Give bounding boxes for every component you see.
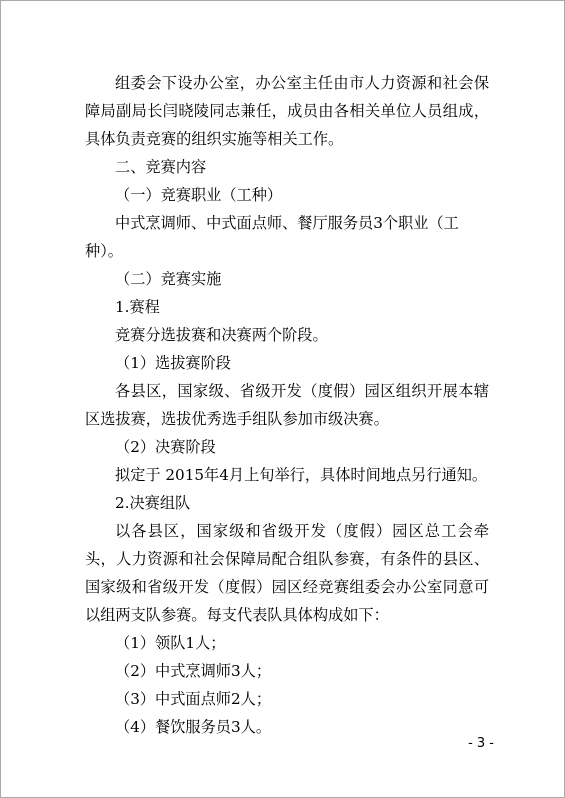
paragraph: 以各县区，国家级和省级开发（度假）园区总工会牵头，人力资源和社会保障局配合组队参赛，有条件的县区、国家级和省级开发（度假）园区经竞赛组委会办公室同意可以组两支队参赛。每支代表队具体构成如下： [85,522,489,624]
list-item: （1）领队1人； [115,634,226,652]
item-heading: （1）选拔赛阶段 [115,354,231,372]
subsection-heading: （二）竞赛实施 [115,270,222,288]
list-item: （4）餐饮服务员3人。 [115,718,272,736]
paragraph: 拟定于 2015年4月上旬举行，具体时间地点另行通知。 [115,466,488,484]
section-heading: 二、竞赛内容 [115,158,207,176]
document-body [85,69,489,741]
paragraph: 各县区，国家级、省级开发（度假）园区组织开展本辖区选拔赛，选拔优秀选手组队参加市级决赛。 [85,382,489,428]
list-item: （2）中式烹调师3人； [115,662,272,680]
paragraph: 组委会下设办公室，办公室主任由市人力资源和社会保障局副局长闫晓陵同志兼任，成员由各相关单位人员组成，具体负责竞赛的组织实施等相关工作。 [85,74,489,148]
subsection-heading: （一）竞赛职业（工种） [115,186,283,204]
item-heading: （2）决赛阶段 [115,438,216,456]
item-heading: 1.赛程 [115,298,160,316]
paragraph: 竞赛分选拔赛和决赛两个阶段。 [115,326,328,344]
page-number: - 3 - [468,736,494,751]
list-item: （3）中式面点师2人； [115,690,272,708]
item-heading: 2.决赛组队 [115,494,191,512]
paragraph: 中式烹调师、中式面点师、餐厅服务员3个职业（工种）。 [85,214,459,260]
